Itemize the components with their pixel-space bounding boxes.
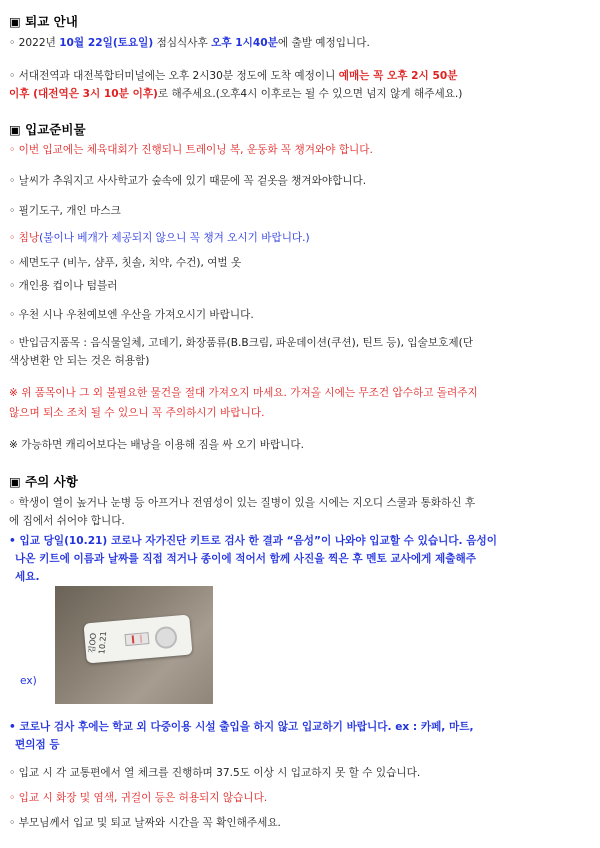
parents-notice: ◦ 부모님께서 입교 및 퇴교 날짜와 시간을 꼭 확인해주세요. [9, 817, 281, 829]
section-title-cautions: ▣ 주의 사항 [9, 474, 78, 489]
after-test-line1: • 코로나 검사 후에는 학교 외 다중이용 시설 출입을 하지 않고 입교하기 바랍니다. ex : 카페, 마트, [9, 721, 474, 733]
supply-item-jacket: ◦ 날씨가 추워지고 사사학교가 숲속에 있기 때문에 꼭 겉옷을 챙겨와야합니다. [9, 175, 367, 187]
forbidden-items-line2: 색상변환 안 되는 것은 허용함) [9, 355, 150, 367]
test-line [140, 635, 143, 643]
warning-line1: ※ 위 품목이나 그 외 불필요한 물건을 절대 가져오지 마세요. 가져올 시에는 무조건 압수하고 돌려주지 [9, 387, 478, 399]
dismissal-schedule: ◦ 2022년 10월 22일(토요일) 점심식사후 오후 1시40분에 출발 예정입니다. [9, 37, 370, 49]
after-test-line2: 편의점 등 [15, 739, 60, 751]
warning-line2: 않으며 퇴소 조치 될 수 있으니 꼭 주의하시기 바랍니다. [9, 407, 265, 419]
supply-item-stationery: ◦ 필기도구, 개인 마스크 [9, 205, 121, 217]
covid-test-line1: • 입교 당일(10.21) 코로나 자가진단 키트로 검사 한 결과 “음성”이 나와야 입교할 수 있습니다. 음성이 [9, 535, 497, 547]
sick-notice-line1: ◦ 학생이 열이 높거나 눈병 등 아프거나 전염성이 있는 질병이 있을 시에는 지오디 스쿨과 통화하신 후 [9, 497, 476, 509]
supply-item-sleeping-bag: ◦ 침낭(불이나 베개가 제공되지 않으니 꼭 챙겨 오시기 바랍니다.) [9, 232, 310, 244]
forbidden-items-line1: ◦ 반입금지품목 : 음식물일체, 고데기, 화장품류(B.B크림, 파운데이션(쿠션), 틴트 등), 입술보호제(단 [9, 337, 473, 349]
handwritten-name-date: 김OO 10.21 [87, 630, 109, 655]
section-title-supplies: ▣ 입교준비물 [9, 122, 86, 137]
test-kit-strip [83, 614, 192, 663]
photo-example-label: ex) [20, 675, 37, 687]
section-title-dismissal: ▣ 퇴교 안내 [9, 14, 78, 29]
supply-item-cup: ◦ 개인용 컵이나 텀블러 [9, 280, 118, 292]
supply-item-toiletries: ◦ 세면도구 (비누, 샴푸, 칫솔, 치약, 수건), 여벌 옷 [9, 257, 242, 269]
control-line [132, 635, 135, 643]
temperature-check: ◦ 입교 시 각 교통편에서 열 체크를 진행하며 37.5도 이상 시 입교하지 못 할 수 있습니다. [9, 767, 421, 779]
carrier-note: ※ 가능하면 캐리어보다는 배낭을 이용해 짐을 싸 오기 바랍니다. [9, 439, 305, 451]
sick-notice-line2: 에 집에서 쉬어야 합니다. [9, 515, 125, 527]
makeup-notice: ◦ 입교 시 화장 및 염색, 귀걸이 등은 허용되지 않습니다. [9, 792, 268, 804]
supply-item-umbrella: ◦ 우천 시나 우천예보엔 우산을 가져오시기 바랍니다. [9, 309, 254, 321]
result-window [125, 632, 150, 646]
covid-test-line3: 세요. [15, 571, 40, 583]
sample-well [154, 626, 178, 650]
test-kit-photo [55, 586, 213, 704]
dismissal-arrival-line2: 이후 (대전역은 3시 10분 이후)로 해주세요.(오후4시 이후로는 될 수 있으면 넘지 않게 해주세요.) [9, 88, 463, 100]
dismissal-arrival-line1: ◦ 서대전역과 대전복합터미널에는 오후 2시30분 정도에 도착 예정이니 예매는 꼭 오후 2시 50분 [9, 70, 458, 82]
supply-item-training: ◦ 이번 입교에는 체육대회가 진행되니 트레이닝 복, 운동화 꼭 챙겨와야 합니다. [9, 144, 373, 156]
covid-test-line2: 나온 키트에 이름과 날짜를 직접 적거나 종이에 적어서 함께 사진을 찍은 후 멘토 교사에게 제출해주 [15, 553, 476, 565]
